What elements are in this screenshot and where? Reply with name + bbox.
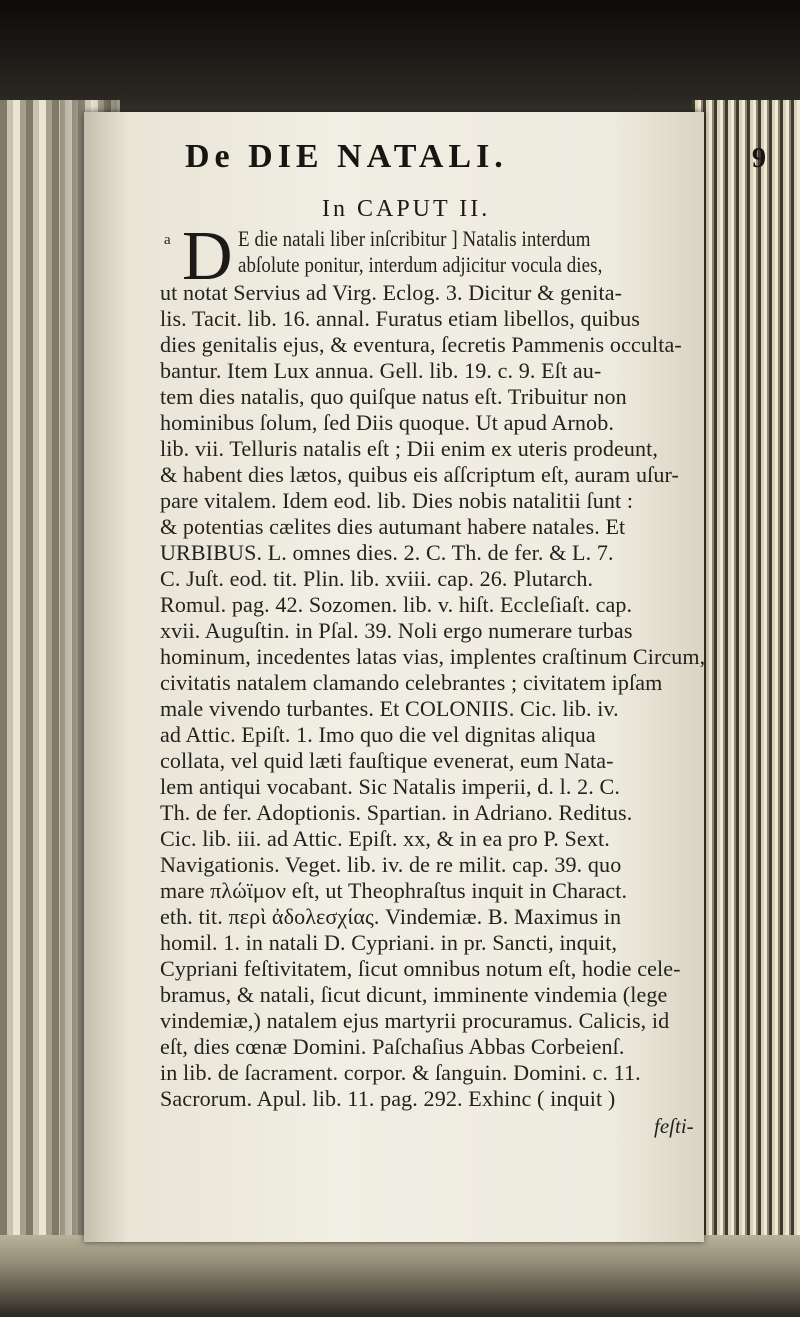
text-line: dies genitalis ejus, & eventura, ſecretis Pammenis occulta- <box>160 332 682 357</box>
text-line: C. Juſt. eod. tit. Plin. lib. xviii. cap. 26. Plutarch. <box>160 566 594 591</box>
text-line: & potentias cælites dies autumant habere natales. Et <box>160 514 626 539</box>
text-line: tem dies natalis, quo quiſque natus eſt. Tribuitur non <box>160 384 627 409</box>
text-line: & habent dies lætos, quibus eis aſſcriptum eſt, auram uſur- <box>160 462 679 487</box>
text-line: Sacrorum. Apul. lib. 11. pag. 292. Exhinc ( inquit ) <box>160 1086 616 1111</box>
text-line: Th. de fer. Adoptionis. Spartian. in Adriano. Reditus. <box>160 800 633 825</box>
text-line: Romul. pag. 42. Sozomen. lib. v. hiſt. Eccleſiaſt. cap. <box>160 592 633 617</box>
text-line: civitatis natalem clamando celebrantes ; civitatem ipſam <box>160 670 663 695</box>
text-line: hominum, incedentes latas vias, implentes craſtinum Circum, <box>160 644 706 669</box>
text-line: lis. Tacit. lib. 16. annal. Furatus etiam libellos, quibus <box>160 306 640 331</box>
text-line: abſolute ponitur, interdum adjicitur vocula dies, <box>238 252 603 277</box>
text-line: eth. tit. περὶ ἀδολεσχίας. Vindemiæ. B. Maximus in <box>160 904 622 929</box>
text-line: lib. vii. Telluris natalis eſt ; Dii enim ex uteris prodeunt, <box>160 436 659 461</box>
book-fore-edge <box>692 100 800 1317</box>
text-line: Cic. lib. iii. ad Attic. Epiſt. xx, & in ea pro P. Sext. <box>160 826 610 851</box>
text-line: pare vitalem. Idem eod. lib. Dies nobis natalitii ſunt : <box>160 488 634 513</box>
text-line: in lib. de ſacrament. corpor. & ſanguin. Domini. c. 11. <box>160 1060 641 1085</box>
page-number: 9 <box>752 143 766 174</box>
text-line: Cypriani feſtivitatem, ſicut omnibus notum eſt, hodie cele- <box>160 956 681 981</box>
chapter-heading: In CAPUT II. <box>322 196 491 222</box>
text-line: URBIBUS. L. omnes dies. 2. C. Th. de fer. & L. 7. <box>160 540 614 565</box>
text-line: homil. 1. in natali D. Cypriani. in pr. Sancti, inquit, <box>160 930 618 955</box>
text-line: collata, vel quid læti fauſtique evenerat, eum Nata- <box>160 748 614 773</box>
drop-cap: D <box>182 218 233 295</box>
running-head: De DIE NATALI. <box>185 138 508 175</box>
text-line: mare πλώϊμον eſt, ut Theophraſtus inquit in Charact. <box>160 878 628 903</box>
text-line: ad Attic. Epiſt. 1. Imo quo die vel dignitas aliqua <box>160 722 596 747</box>
text-line: Navigationis. Veget. lib. iv. de re milit. cap. 39. quo <box>160 852 622 877</box>
text-line: eſt, dies cœnæ Domini. Paſchaſius Abbas Corbeienſ. <box>160 1034 625 1059</box>
text-line: xvii. Auguſtin. in Pſal. 39. Noli ergo numerare turbas <box>160 618 633 643</box>
note-marker: a <box>164 232 171 248</box>
text-line: vindemiæ,) natalem ejus martyrii procuramus. Calicis, id <box>160 1008 670 1033</box>
text-line: lem antiqui vocabant. Sic Natalis imperii, d. l. 2. C. <box>160 774 621 799</box>
text-line: bramus, & natali, ſicut dicunt, imminente vindemia (lege <box>160 982 668 1007</box>
text-line: E die natali liber inſcribitur ] Natalis interdum <box>238 226 591 251</box>
text-line: male vivendo turbantes. Et COLONIIS. Cic. lib. iv. <box>160 696 619 721</box>
text-line: bantur. Item Lux annua. Gell. lib. 19. c. 9. Eſt au- <box>160 358 602 383</box>
scan-background-top <box>0 0 800 125</box>
book-bottom-edge <box>0 1235 800 1317</box>
text-line: hominibus ſolum, ſed Diis quoque. Ut apud Arnob. <box>160 410 614 435</box>
text-line: ut notat Servius ad Virg. Eclog. 3. Dicitur & genita- <box>160 280 623 305</box>
catchword: feſti- <box>654 1114 694 1138</box>
